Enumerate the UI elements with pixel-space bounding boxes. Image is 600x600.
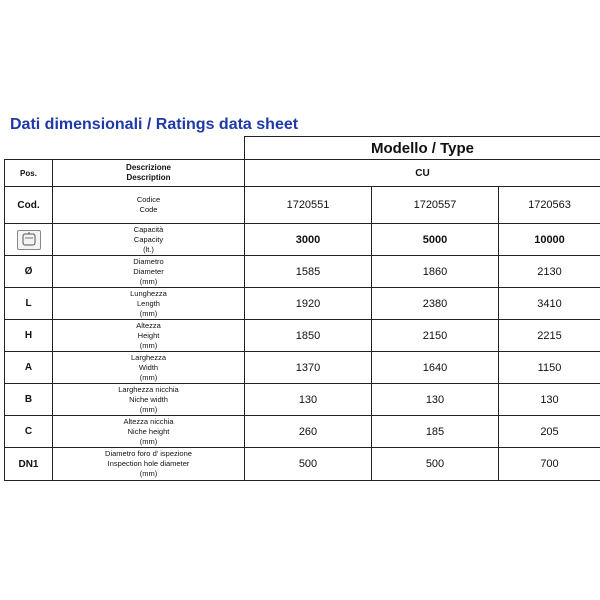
value-cell: 2380 [372,288,499,320]
value-cell: 260 [245,416,372,448]
desc-line: (mm) [139,436,158,446]
desc-line: Capacity [133,234,164,244]
value-cell: 3000 [245,224,372,256]
table-row [5,224,600,256]
row-pos: A [5,352,53,384]
row-pos: L [5,288,53,320]
table-row [5,416,600,448]
row-pos: Cod. [5,187,53,224]
desc-line: Altezza [136,320,161,330]
table-row [5,187,600,224]
value-cell: 1150 [499,352,600,384]
row-description [53,256,245,288]
desc-line: Larghezza [130,352,167,362]
row-pos: Ø [5,256,53,288]
value-cell: 500 [372,448,499,481]
desc-line: (mm) [139,469,158,478]
desc-line: (lt.) [143,244,154,254]
blank-corner [5,137,245,160]
value-cell: 130 [245,384,372,416]
table-row [5,448,600,481]
value-cell: 2215 [499,320,600,352]
value-cell: 1920 [245,288,372,320]
value-cell: 130 [372,384,499,416]
row-description [53,288,245,320]
row-pos: H [5,320,53,352]
row-description [53,224,245,256]
desc-line: Code [139,205,158,214]
desc-line: (mm) [139,340,158,350]
desc-line: Diameter [133,266,164,276]
value-cell: 1370 [245,352,372,384]
pos-header: Pos. [5,160,53,187]
desc-line: Niche height [127,426,170,436]
ratings-table [4,136,600,481]
value-cell: 1640 [372,352,499,384]
desc-line: (mm) [139,276,158,286]
description-header [53,160,245,187]
description-header-it: Descrizione [126,163,171,172]
desc-line: (mm) [139,372,158,382]
value-cell: 5000 [372,224,499,256]
page-title: Dati dimensionali / Ratings data sheet [10,116,299,133]
value-cell: 130 [499,384,600,416]
desc-line: Diametro [133,256,164,266]
value-cell: 500 [245,448,372,481]
desc-line: Altezza nicchia [123,416,174,426]
tank-capacity-icon [17,230,41,250]
table-row [5,288,600,320]
desc-line: Larghezza nicchia [118,384,179,394]
value-cell: 205 [499,416,600,448]
desc-line: Diametro foro d' ispezione [105,449,192,458]
value-cell: 1860 [372,256,499,288]
desc-line: Length [137,298,160,308]
value-cell: 1585 [245,256,372,288]
row-pos: C [5,416,53,448]
value-cell: 1850 [245,320,372,352]
row-description [53,187,245,224]
desc-line: Lunghezza [130,288,167,298]
desc-line: Codice [136,195,161,204]
value-cell: 1720551 [245,187,372,224]
description-header-en: Description [126,173,171,182]
desc-line: Height [137,330,160,340]
type-header: CU [245,160,600,187]
table-row [5,256,600,288]
value-cell: 700 [499,448,600,481]
value-cell: 3410 [499,288,600,320]
desc-line: Niche width [129,394,168,404]
desc-line: Capacità [133,224,164,234]
row-description [53,448,245,481]
desc-line: Inspection hole diameter [107,459,190,468]
row-description [53,384,245,416]
desc-line: Width [138,362,159,372]
table-row [5,384,600,416]
row-pos [5,224,53,256]
model-header: Modello / Type [245,137,600,160]
row-pos: B [5,384,53,416]
value-cell: 1720557 [372,187,499,224]
table-row [5,352,600,384]
value-cell: 10000 [499,224,600,256]
row-description [53,320,245,352]
row-description [53,416,245,448]
desc-line: (mm) [139,308,158,318]
value-cell: 185 [372,416,499,448]
value-cell: 2130 [499,256,600,288]
value-cell: 2150 [372,320,499,352]
row-pos: DN1 [5,448,53,481]
row-description [53,352,245,384]
value-cell: 1720563 [499,187,600,224]
desc-line: (mm) [139,404,158,414]
table-row [5,320,600,352]
